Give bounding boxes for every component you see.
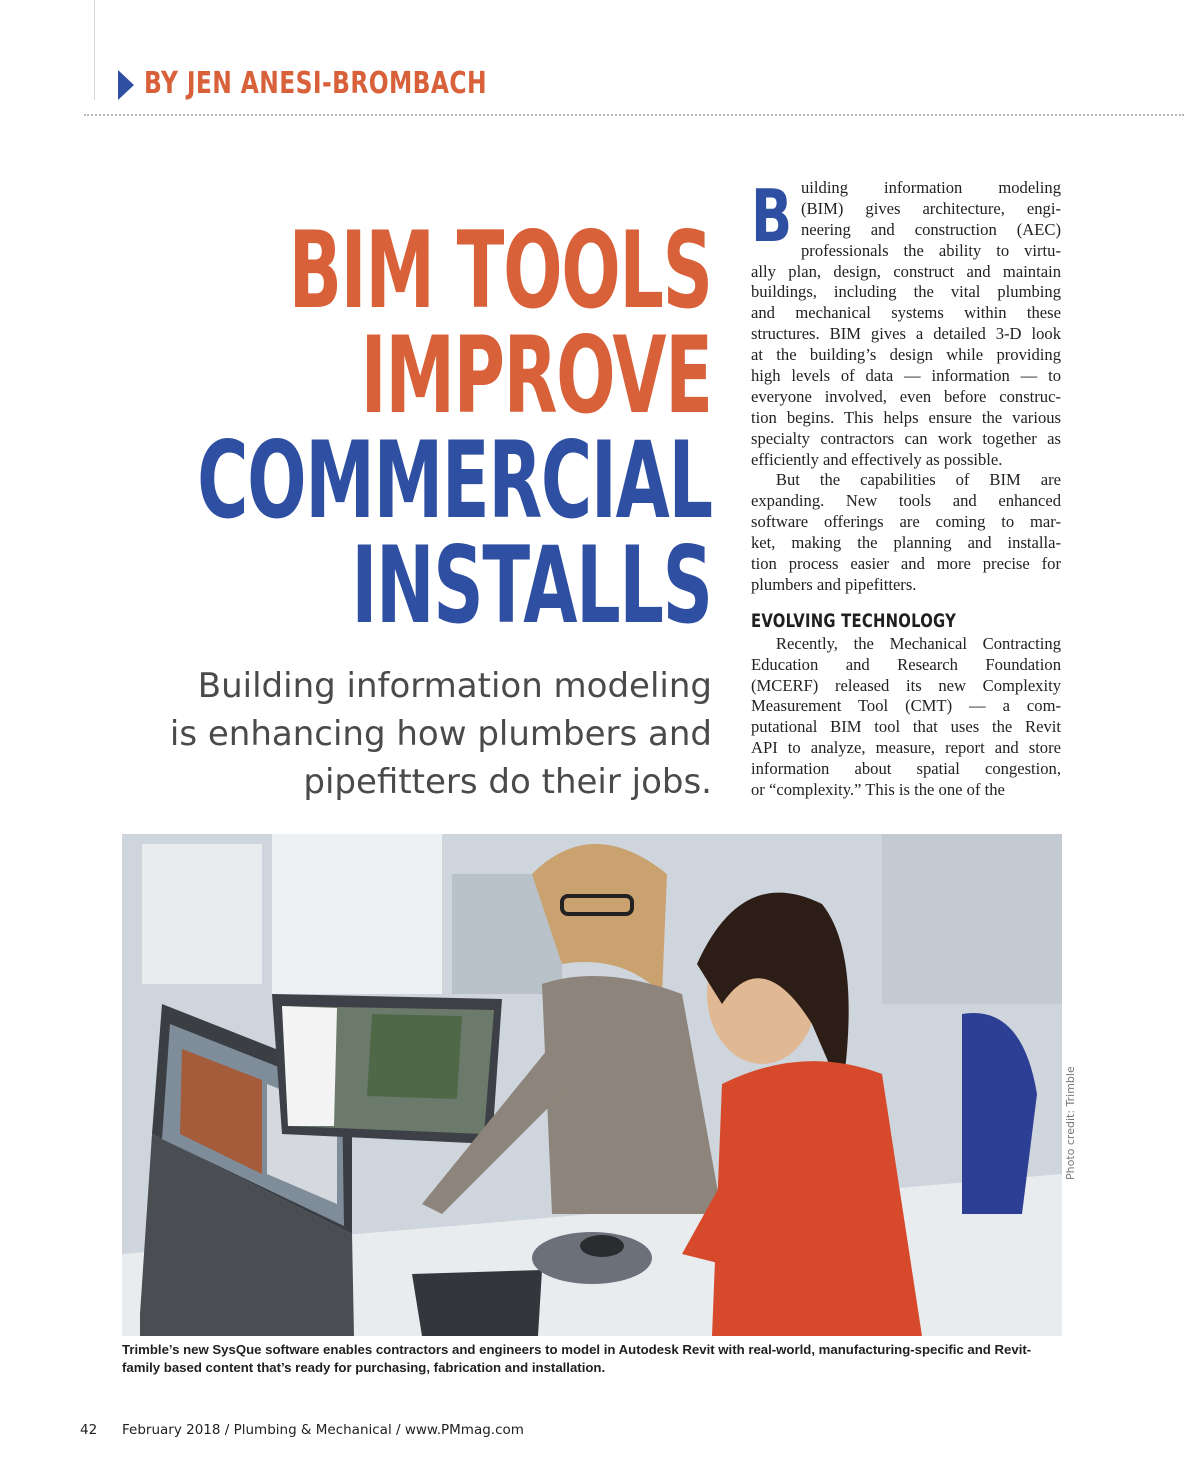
text-line: everyone involved, even before construc- — [751, 386, 1061, 406]
text-line: ket, making the planning and installa- — [751, 533, 1061, 553]
byline-arrow-icon — [118, 70, 134, 100]
article-body — [751, 174, 1061, 801]
text-line: uilding information modeling — [801, 178, 1061, 197]
headline-line-4: INSTALLS — [351, 524, 712, 647]
subhead-line-1: Building information modeling — [197, 666, 712, 706]
headline-line-1: BIM TOOLS — [288, 209, 712, 332]
section-heading: EVOLVING TECHNOLOGY — [751, 609, 957, 632]
photo-credit: Photo credit: Trimble — [1064, 1066, 1077, 1180]
byline: BY JEN ANESI-BROMBACH — [144, 66, 487, 101]
drop-cap: B — [751, 174, 793, 258]
text-line: high levels of data — information — to — [751, 366, 1061, 386]
photo-caption: Trimble’s new SysQue software enables contractors and engineers to model in Autodesk Revit with real-world, manufacturing-specific and Revit- family based content that’s ready for purchasing, fabrication and installation. — [122, 1342, 1032, 1375]
text-line: plumbers and pipefitters. — [751, 574, 917, 594]
subhead-line-3: pipefitters do their jobs. — [303, 762, 712, 802]
article-photo — [122, 834, 1062, 1336]
text-line: Recently, the Mechanical Contracting — [775, 633, 1061, 653]
text-line: professionals the ability to virtu- — [801, 240, 1061, 260]
headline — [0, 209, 712, 647]
text-line: neering and construction (AEC) — [801, 219, 1061, 239]
text-line: and mechanical systems within these — [751, 303, 1061, 323]
text-line: expanding. New tools and enhanced — [751, 491, 1061, 511]
subheadline — [92, 662, 712, 806]
text-line: But the capabilities of BIM are — [775, 470, 1061, 490]
text-line: tion begins. This helps ensure the various — [751, 407, 1061, 427]
paragraph-2 — [751, 470, 1061, 595]
text-line: at the building’s design while providing — [751, 345, 1061, 365]
dotted-divider — [84, 114, 1184, 116]
text-line: buildings, including the vital plumbing — [751, 282, 1061, 302]
text-line: software offerings are coming to mar- — [751, 512, 1061, 532]
paragraph-3 — [751, 634, 1061, 801]
text-line: or “complexity.” This is the one of the — [751, 780, 1005, 800]
page-number: 42 — [80, 1422, 98, 1438]
text-line: Measurement Tool (CMT) — a com- — [751, 696, 1061, 716]
folio: February 2018 / Plumbing & Mechanical / www.PMmag.com — [122, 1422, 524, 1438]
text-line: structures. BIM gives a detailed 3-D look — [751, 324, 1061, 344]
headline-line-3: COMMERCIAL — [197, 419, 712, 542]
headline-line-2: IMPROVE — [360, 314, 712, 437]
text-line: ally plan, design, construct and maintain — [751, 261, 1061, 281]
margin-rule — [94, 0, 95, 100]
text-line: (BIM) gives architecture, engi- — [801, 198, 1061, 218]
paragraph-1 — [751, 174, 1061, 470]
text-line: efficiently and effectively as possible. — [751, 449, 1003, 469]
text-line: Education and Research Foundation — [751, 654, 1061, 674]
text-line: information about spatial congestion, — [751, 759, 1061, 779]
text-line: specialty contractors can work together as — [751, 428, 1061, 448]
text-line: API to analyze, measure, report and store — [751, 738, 1061, 758]
text-line: (MCERF) released its new Complexity — [751, 675, 1061, 695]
subhead-line-2: is enhancing how plumbers and — [169, 714, 712, 754]
text-line: putational BIM tool that uses the Revit — [751, 717, 1061, 737]
text-line: tion process easier and more precise for — [751, 554, 1061, 574]
